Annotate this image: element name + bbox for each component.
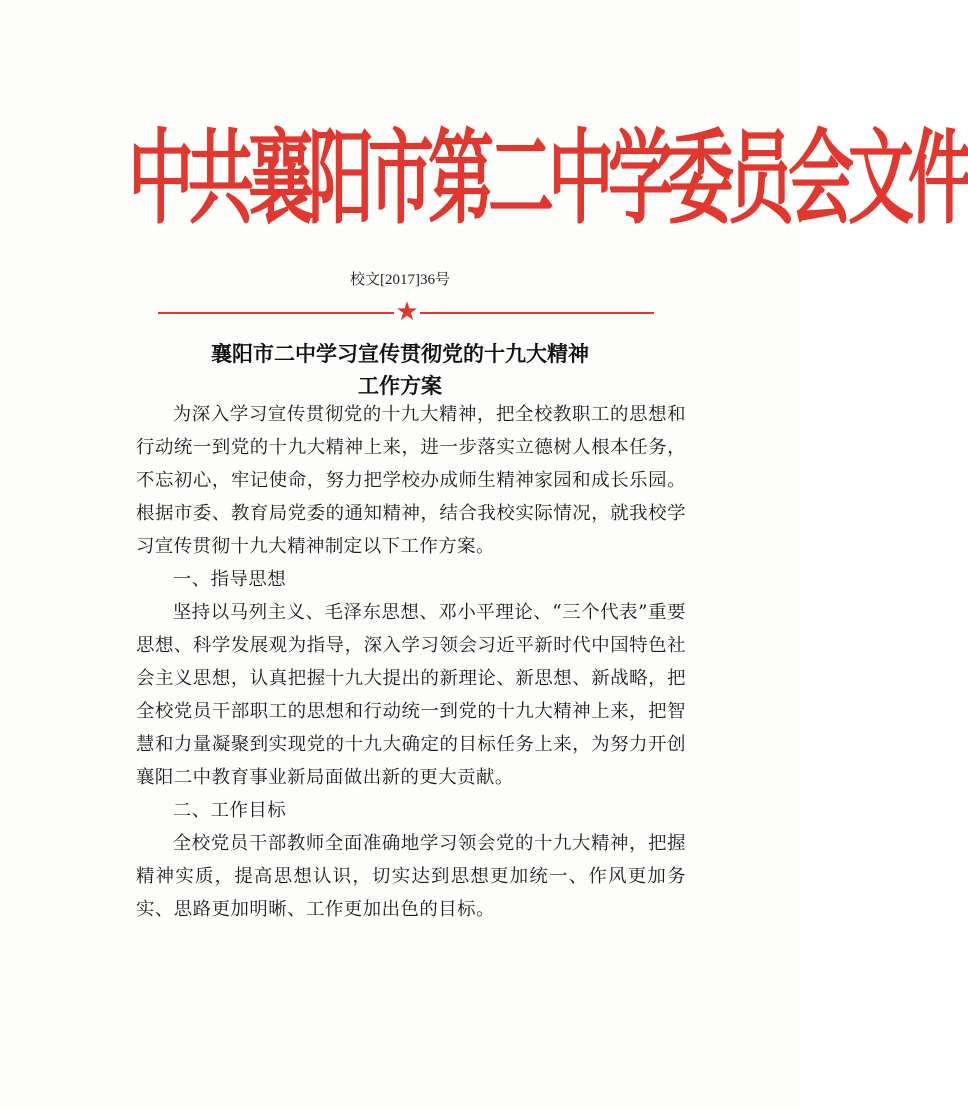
divider-line-left [158,312,394,314]
red-divider [158,297,654,327]
letterhead-title: 中共襄阳市第二中学委员会文件 [128,117,968,239]
divider-line-right [420,312,654,314]
section2-heading: 二、工作目标 [172,800,287,821]
star-icon: ★ [395,297,419,327]
intro-paragraph: 为深入学习宣传贯彻党的十九大精神，把全校教职工的思想和行动统一到党的十九大精神上来，进一步落实立德树人根本任务，不忘初心，牢记使命，努力把学校办成师生精神家园和成长乐园。根据市委、教育局党委的通知精神，结合我校实际情况，就我校学习宣传贯彻十九大精神制定以下工作方案。 [136,404,686,557]
document-title-line2: 工作方案 [358,374,442,398]
section2-paragraph: 全校党员干部教师全面准确地学习领会党的十九大精神，把握精神实质，提高思想认识，切实达到思想更加统一、作风更加务实、思路更加明晰、工作更加出色的目标。 [136,833,686,920]
document-number: 校文[2017]36号 [350,272,450,288]
document-title [0,338,800,402]
section1-heading: 一、指导思想 [172,569,287,590]
section1-paragraph: 坚持以马列主义、毛泽东思想、邓小平理论、“三个代表”重要思想、科学发展观为指导，深入学习领会习近平新时代中国特色社会主义思想，认真把握十九大提出的新理论、新思想、新战略，把全校党员干部职工的思想和行动统一到党的十九大精神上来，把智慧和力量凝聚到实现党的十九大确定的目标任务上来，为努力开创襄阳二中教育事业新局面做出新的更大贡献。 [136,602,686,788]
document-body [136,398,686,926]
document-title-line1: 襄阳市二中学习宣传贯彻党的十九大精神 [211,342,589,366]
